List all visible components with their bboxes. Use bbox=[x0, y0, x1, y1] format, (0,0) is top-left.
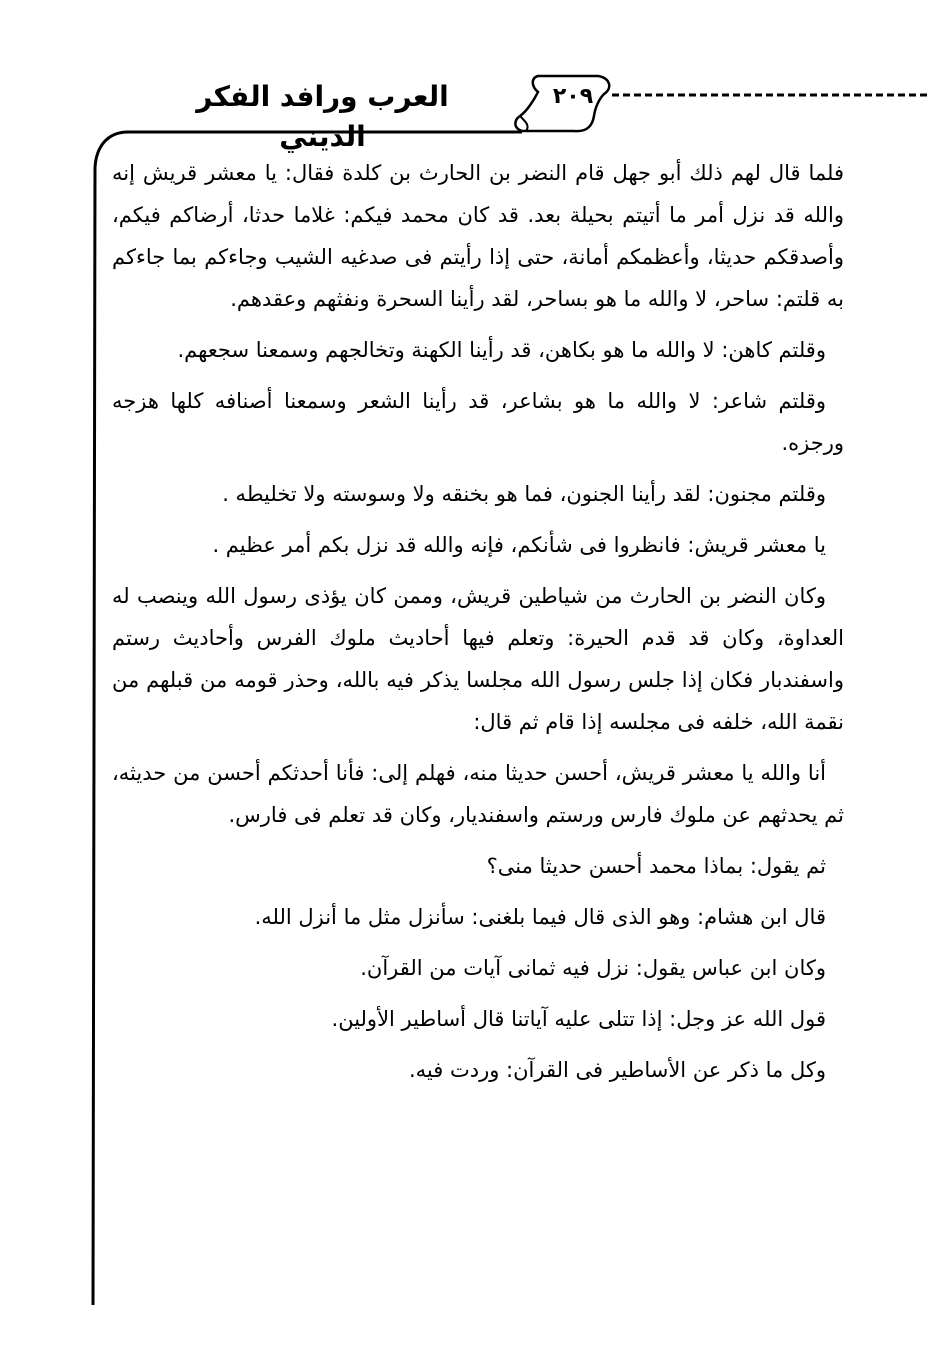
scroll-curl bbox=[520, 116, 528, 131]
paragraph: قال ابن هشام: وهو الذى قال فيما بلغنى: سأنزل مثل ما أنزل الله. bbox=[254, 905, 826, 929]
paragraph: أنا والله يا معشر قريش، أحسن حديثا منه، فهلم إلى: فأنا أحدثكم أحسن من حديثه، ثم يحدثهم عن ملوك فارس ورستم واسفنديار، وكان قد تعلم فى فارس. bbox=[112, 761, 844, 827]
running-title: العرب ورافد الفكر الديني bbox=[196, 80, 449, 153]
paragraph: وكان النضر بن الحارث من شياطين قريش، وممن كان يؤذى رسول الله وينصب له العداوة، وكان قد قدم الحيرة: وتعلم فيها أحاديث ملوك الفرس وأحاديث رستم واسفندبار فكان إذا جلس رسول الله مجلسا يذكر فيه بالله، وحذر قومه من قبلهم من نقمة الله، خلفه فى مجلسه إذا قام ثم قال: bbox=[112, 584, 844, 734]
paragraph: وكل ما ذكر عن الأساطير فى القرآن: وردت فيه. bbox=[408, 1058, 826, 1082]
paragraph: ثم يقول: بماذا محمد أحسن حديثا منى؟ bbox=[486, 854, 826, 878]
paragraph: قول الله عز وجل: إذا تتلى عليه آياتنا قال أساطير الأولين. bbox=[331, 1007, 826, 1031]
paragraph: وكان ابن عباس يقول: نزل فيه ثمانى آيات من القرآن. bbox=[360, 956, 826, 980]
paragraph: وقلتم كاهن: لا والله ما هو بكاهن، قد رأينا الكهنة وتخالجهم وسمعنا سجعهم. bbox=[177, 338, 826, 362]
body-text bbox=[112, 152, 844, 1100]
paragraph: يا معشر قريش: فانظروا فى شأنكم، فإنه والله قد نزل بكم أمر عظيم . bbox=[212, 533, 826, 557]
paragraph: فلما قال لهم ذلك أبو جهل قام النضر بن الحارث بن كلدة فقال: يا معشر قريش إنه والله قد نزل أمر ما أتيتم بحيلة بعد. قد كان محمد فيكم: غلاما حدثا، أرضاكم فيكم، وأصدقكم حديثا، وأعظمكم أمانة، حتى إذا رأيتم فى صدغيه الشيب وجاءكم بما جاءكم به قلتم: ساحر، لا والله ما هو بساحر، لقد رأينا السحرة ونفثهم وعقدهم. bbox=[112, 161, 844, 311]
page-number: ٢٠٩ bbox=[552, 84, 594, 109]
paragraph: وقلتم مجنون: لقد رأينا الجنون، فما هو بخنقه ولا وسوسته ولا تخليطه . bbox=[222, 482, 826, 506]
paragraph: وقلتم شاعر: لا والله ما هو بشاعر، قد رأينا الشعر وسمعنا أصنافه كلها هزجه ورجزه. bbox=[112, 389, 844, 455]
